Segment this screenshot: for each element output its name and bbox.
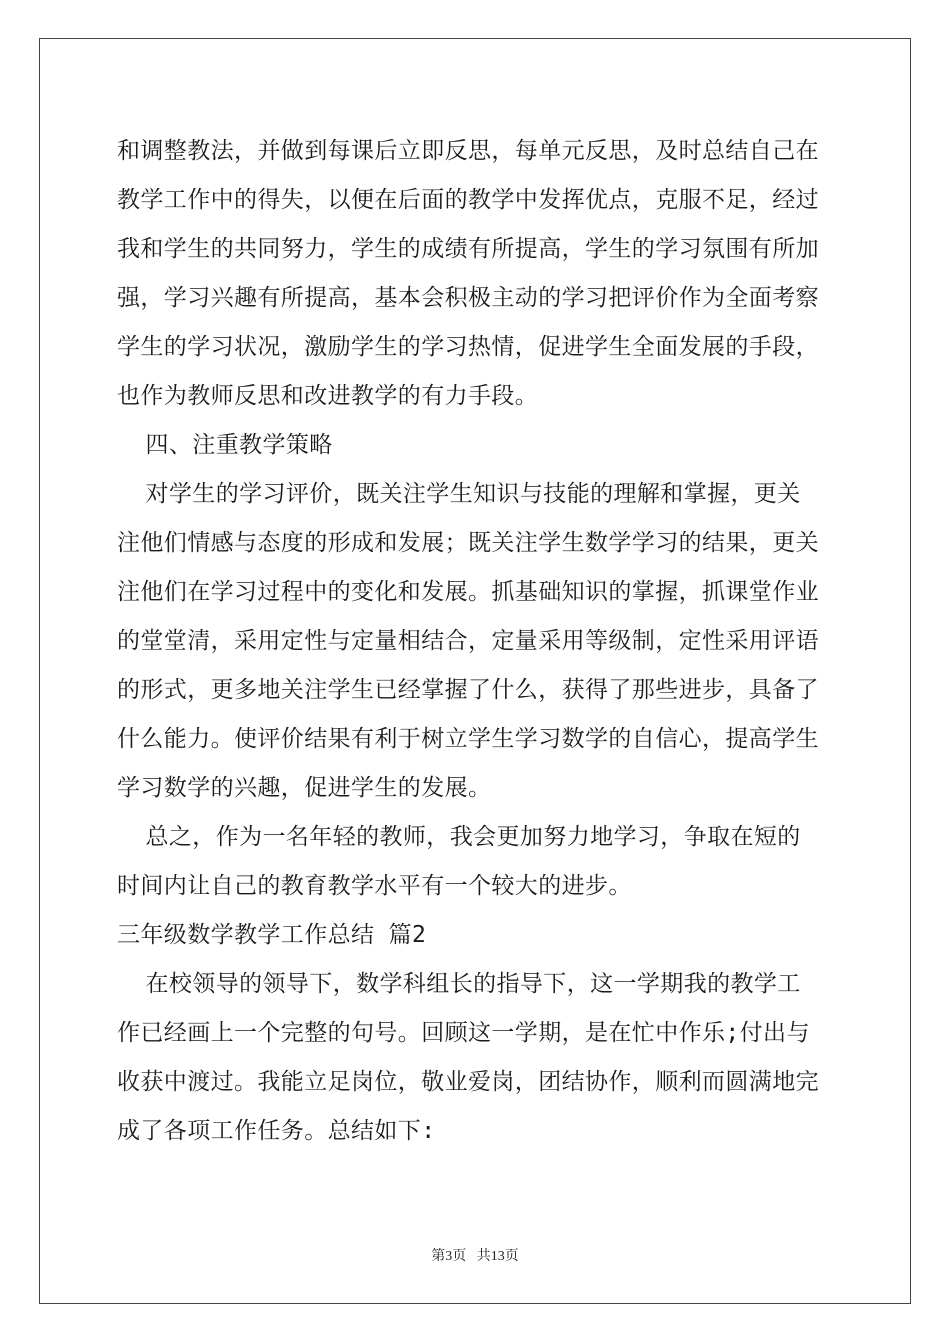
text-line: 对学生的学习评价，既关注学生知识与技能的理解和掌握，更关 (117, 481, 801, 507)
page-total: 共13页 (476, 1249, 519, 1264)
text-line: 什么能力。使评价结果有利于树立学生学习数学的自信心，提高学生 (117, 726, 819, 752)
article-title: 三年级数学教学工作总结 篇2 (117, 922, 427, 948)
text-line: 收获中渡过。我能立足岗位，敬业爱岗，团结协作，顺利而圆满地完 (117, 1069, 819, 1095)
page-number: 第3页 (431, 1249, 467, 1264)
text-line: 作已经画上一个完整的句号。回顾这一学期，是在忙中作乐;付出与 (117, 1020, 810, 1046)
text-line: 的形式，更多地关注学生已经掌握了什么，获得了那些进步，具备了 (117, 677, 819, 703)
text-line: 学生的学习状况，激励学生的学习热情，促进学生全面发展的手段， (117, 334, 819, 360)
document-body (117, 127, 837, 1156)
text-line: 时间内让自己的教育教学水平有一个较大的进步。 (117, 873, 632, 899)
text-line: 强，学习兴趣有所提高，基本会积极主动的学习把评价作为全面考察 (117, 285, 819, 311)
text-line: 注他们情感与态度的形成和发展；既关注学生数学学习的结果，更关 (117, 530, 819, 556)
text-line: 成了各项工作任务。总结如下: (117, 1118, 436, 1144)
text-line: 教学工作中的得失，以便在后面的教学中发挥优点，克服不足，经过 (117, 187, 819, 213)
text-line: 学习数学的兴趣，促进学生的发展。 (117, 775, 492, 801)
text-line: 和调整教法，并做到每课后立即反思，每单元反思，及时总结自己在 (117, 138, 819, 164)
text-line: 的堂堂清，采用定性与定量相结合，定量采用等级制，定性采用评语 (117, 628, 819, 654)
section-heading: 四、注重教学策略 (117, 432, 333, 458)
text-line: 也作为教师反思和改进教学的有力手段。 (117, 383, 539, 409)
text-line: 我和学生的共同努力，学生的成绩有所提高，学生的学习氛围有所加 (117, 236, 819, 262)
text-line: 在校领导的领导下，数学科组长的指导下，这一学期我的教学工 (117, 971, 801, 997)
text-line: 总之，作为一名年轻的教师，我会更加努力地学习，争取在短的 (117, 824, 801, 850)
page-footer (0, 1245, 950, 1265)
text-line: 注他们在学习过程中的变化和发展。抓基础知识的掌握，抓课堂作业 (117, 579, 819, 605)
